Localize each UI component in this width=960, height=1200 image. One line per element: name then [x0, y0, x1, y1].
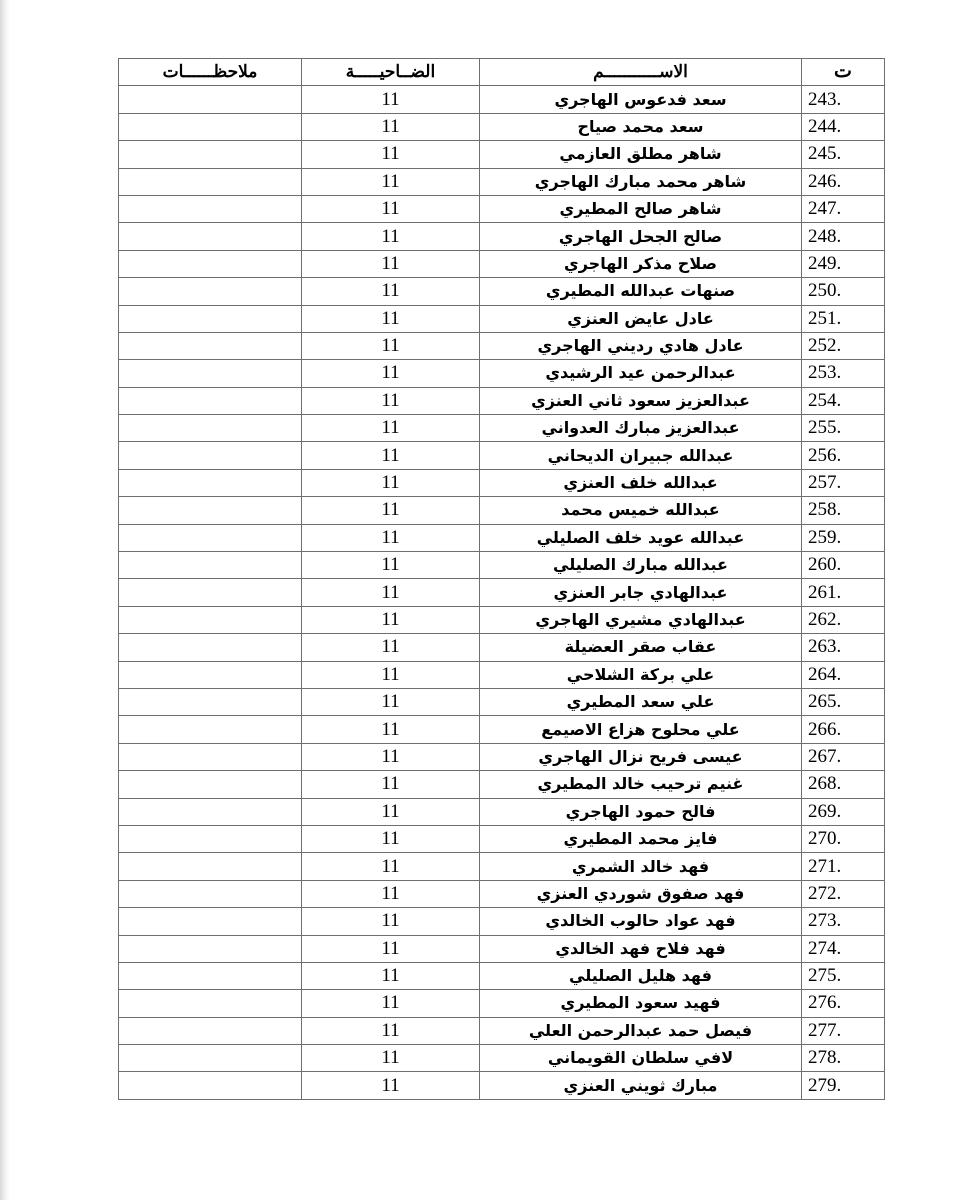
- row-number: 251.: [802, 305, 885, 332]
- row-name: فايز محمد المطيري: [480, 825, 802, 852]
- row-notes: [119, 552, 302, 579]
- row-district: 11: [302, 990, 480, 1017]
- row-district: 11: [302, 86, 480, 113]
- row-number: 275.: [802, 962, 885, 989]
- row-notes: [119, 113, 302, 140]
- row-notes: [119, 880, 302, 907]
- row-district: 11: [302, 387, 480, 414]
- row-name: مبارك ثويني العنزي: [480, 1072, 802, 1099]
- row-notes: [119, 688, 302, 715]
- table-row: [119, 360, 885, 387]
- row-district: 11: [302, 223, 480, 250]
- row-name: صلاح مذكر الهاجري: [480, 250, 802, 277]
- table-row: [119, 497, 885, 524]
- row-district: 11: [302, 962, 480, 989]
- table-row: [119, 990, 885, 1017]
- table-row: [119, 853, 885, 880]
- table-row: [119, 332, 885, 359]
- row-notes: [119, 332, 302, 359]
- table-row: [119, 1017, 885, 1044]
- row-number: 253.: [802, 360, 885, 387]
- row-district: 11: [302, 168, 480, 195]
- row-number: 258.: [802, 497, 885, 524]
- row-notes: [119, 908, 302, 935]
- row-notes: [119, 415, 302, 442]
- table-row: [119, 168, 885, 195]
- row-district: 11: [302, 771, 480, 798]
- table-row: [119, 524, 885, 551]
- row-district: 11: [302, 552, 480, 579]
- row-name: عبدالله خلف العنزي: [480, 469, 802, 496]
- row-name: عادل هادي رديني الهاجري: [480, 332, 802, 359]
- row-district: 11: [302, 305, 480, 332]
- header-notes: ملاحظــــــات: [119, 59, 302, 86]
- row-district: 11: [302, 716, 480, 743]
- row-district: 11: [302, 825, 480, 852]
- row-name: عبدالعزيز مبارك العدواني: [480, 415, 802, 442]
- row-name: شاهر محمد مبارك الهاجري: [480, 168, 802, 195]
- row-district: 11: [302, 853, 480, 880]
- row-number: 262.: [802, 606, 885, 633]
- row-name: فالح حمود الهاجري: [480, 798, 802, 825]
- row-district: 11: [302, 524, 480, 551]
- table-row: [119, 223, 885, 250]
- row-notes: [119, 497, 302, 524]
- row-name: فهد خالد الشمري: [480, 853, 802, 880]
- table-row: [119, 579, 885, 606]
- row-notes: [119, 1045, 302, 1072]
- table-row: [119, 195, 885, 222]
- table-header-row: [119, 59, 885, 86]
- row-name: عبدالله مبارك الصليلي: [480, 552, 802, 579]
- row-district: 11: [302, 634, 480, 661]
- table-row: [119, 716, 885, 743]
- header-number: ت: [802, 59, 885, 86]
- table-row: [119, 415, 885, 442]
- row-notes: [119, 716, 302, 743]
- row-number: 277.: [802, 1017, 885, 1044]
- row-notes: [119, 250, 302, 277]
- row-number: 260.: [802, 552, 885, 579]
- row-notes: [119, 990, 302, 1017]
- row-number: 279.: [802, 1072, 885, 1099]
- row-number: 268.: [802, 771, 885, 798]
- row-notes: [119, 168, 302, 195]
- table-row: [119, 305, 885, 332]
- row-notes: [119, 524, 302, 551]
- row-number: 255.: [802, 415, 885, 442]
- row-name: فهيد سعود المطيري: [480, 990, 802, 1017]
- row-name: سعد محمد صياح: [480, 113, 802, 140]
- row-district: 11: [302, 880, 480, 907]
- row-number: 263.: [802, 634, 885, 661]
- row-district: 11: [302, 661, 480, 688]
- table-row: [119, 278, 885, 305]
- row-number: 243.: [802, 86, 885, 113]
- row-notes: [119, 195, 302, 222]
- row-name: صالح الجحل الهاجري: [480, 223, 802, 250]
- row-number: 267.: [802, 743, 885, 770]
- row-name: عيسى فريح نزال الهاجري: [480, 743, 802, 770]
- row-district: 11: [302, 360, 480, 387]
- table-row: [119, 962, 885, 989]
- row-name: سعد فدعوس الهاجري: [480, 86, 802, 113]
- row-notes: [119, 469, 302, 496]
- table-row: [119, 771, 885, 798]
- row-number: 273.: [802, 908, 885, 935]
- row-district: 11: [302, 250, 480, 277]
- row-number: 245.: [802, 141, 885, 168]
- row-number: 248.: [802, 223, 885, 250]
- row-district: 11: [302, 1072, 480, 1099]
- row-number: 249.: [802, 250, 885, 277]
- table-row: [119, 1045, 885, 1072]
- row-number: 278.: [802, 1045, 885, 1072]
- row-district: 11: [302, 469, 480, 496]
- row-number: 259.: [802, 524, 885, 551]
- row-name: عبدالعزيز سعود ثاني العنزي: [480, 387, 802, 414]
- table-row: [119, 86, 885, 113]
- row-notes: [119, 1017, 302, 1044]
- row-notes: [119, 634, 302, 661]
- row-number: 246.: [802, 168, 885, 195]
- row-district: 11: [302, 798, 480, 825]
- row-name: عبدالهادي مشيري الهاجري: [480, 606, 802, 633]
- row-number: 244.: [802, 113, 885, 140]
- table-row: [119, 387, 885, 414]
- table-body: [119, 86, 885, 1099]
- row-notes: [119, 606, 302, 633]
- row-notes: [119, 825, 302, 852]
- row-number: 257.: [802, 469, 885, 496]
- table-row: [119, 141, 885, 168]
- row-notes: [119, 853, 302, 880]
- row-district: 11: [302, 278, 480, 305]
- row-notes: [119, 935, 302, 962]
- row-district: 11: [302, 332, 480, 359]
- table-row: [119, 469, 885, 496]
- row-name: شاهر صالح المطيري: [480, 195, 802, 222]
- table-row: [119, 908, 885, 935]
- row-district: 11: [302, 908, 480, 935]
- row-name: عبدالله خميس محمد: [480, 497, 802, 524]
- table-row: [119, 442, 885, 469]
- row-name: فيصل حمد عبدالرحمن العلي: [480, 1017, 802, 1044]
- row-name: صنهات عبدالله المطيري: [480, 278, 802, 305]
- row-notes: [119, 305, 302, 332]
- row-district: 11: [302, 195, 480, 222]
- table-row: [119, 552, 885, 579]
- row-notes: [119, 360, 302, 387]
- row-notes: [119, 743, 302, 770]
- row-notes: [119, 387, 302, 414]
- row-notes: [119, 962, 302, 989]
- table-row: [119, 743, 885, 770]
- row-name: فهد هليل الصليلي: [480, 962, 802, 989]
- row-number: 269.: [802, 798, 885, 825]
- row-notes: [119, 798, 302, 825]
- table-row: [119, 113, 885, 140]
- row-notes: [119, 442, 302, 469]
- header-name: الاســـــــــــم: [480, 59, 802, 86]
- row-name: شاهر مطلق العازمي: [480, 141, 802, 168]
- row-notes: [119, 223, 302, 250]
- row-number: 264.: [802, 661, 885, 688]
- row-number: 272.: [802, 880, 885, 907]
- table-row: [119, 661, 885, 688]
- row-number: 250.: [802, 278, 885, 305]
- row-district: 11: [302, 743, 480, 770]
- row-name: عبدالله جبيران الديحاني: [480, 442, 802, 469]
- row-district: 11: [302, 1017, 480, 1044]
- row-name: عقاب صقر العضيلة: [480, 634, 802, 661]
- row-name: علي سعد المطيري: [480, 688, 802, 715]
- table-row: [119, 825, 885, 852]
- table-row: [119, 634, 885, 661]
- roster-table: [118, 58, 885, 1100]
- row-name: عبدالرحمن عيد الرشيدي: [480, 360, 802, 387]
- row-district: 11: [302, 606, 480, 633]
- row-name: علي بركة الشلاحي: [480, 661, 802, 688]
- row-number: 266.: [802, 716, 885, 743]
- row-name: عادل عايض العنزي: [480, 305, 802, 332]
- row-name: لافي سلطان القويماني: [480, 1045, 802, 1072]
- table-row: [119, 606, 885, 633]
- row-district: 11: [302, 1045, 480, 1072]
- row-number: 271.: [802, 853, 885, 880]
- row-district: 11: [302, 113, 480, 140]
- row-name: علي محلوح هزاع الاصيمع: [480, 716, 802, 743]
- row-notes: [119, 86, 302, 113]
- row-district: 11: [302, 141, 480, 168]
- row-district: 11: [302, 579, 480, 606]
- row-number: 247.: [802, 195, 885, 222]
- table-row: [119, 798, 885, 825]
- page-edge-shadow: [0, 0, 10, 1200]
- document-sheet: [118, 58, 884, 1100]
- table-row: [119, 688, 885, 715]
- row-name: فهد صفوق شوردي العنزي: [480, 880, 802, 907]
- header-district: الضــاحيـــــة: [302, 59, 480, 86]
- row-district: 11: [302, 415, 480, 442]
- row-notes: [119, 661, 302, 688]
- row-name: فهد عواد حالوب الخالدي: [480, 908, 802, 935]
- row-name: عبدالهادي جابر العنزي: [480, 579, 802, 606]
- row-name: غنيم ترحيب خالد المطيري: [480, 771, 802, 798]
- row-notes: [119, 278, 302, 305]
- table-row: [119, 880, 885, 907]
- row-number: 256.: [802, 442, 885, 469]
- row-number: 261.: [802, 579, 885, 606]
- row-name: فهد فلاح فهد الخالدي: [480, 935, 802, 962]
- row-number: 265.: [802, 688, 885, 715]
- table-row: [119, 935, 885, 962]
- row-notes: [119, 579, 302, 606]
- row-district: 11: [302, 442, 480, 469]
- row-notes: [119, 1072, 302, 1099]
- row-number: 252.: [802, 332, 885, 359]
- row-district: 11: [302, 688, 480, 715]
- row-number: 254.: [802, 387, 885, 414]
- row-notes: [119, 771, 302, 798]
- row-district: 11: [302, 935, 480, 962]
- table-row: [119, 1072, 885, 1099]
- row-district: 11: [302, 497, 480, 524]
- row-number: 274.: [802, 935, 885, 962]
- table-row: [119, 250, 885, 277]
- row-number: 276.: [802, 990, 885, 1017]
- row-number: 270.: [802, 825, 885, 852]
- row-notes: [119, 141, 302, 168]
- row-name: عبدالله عويد خلف الصليلي: [480, 524, 802, 551]
